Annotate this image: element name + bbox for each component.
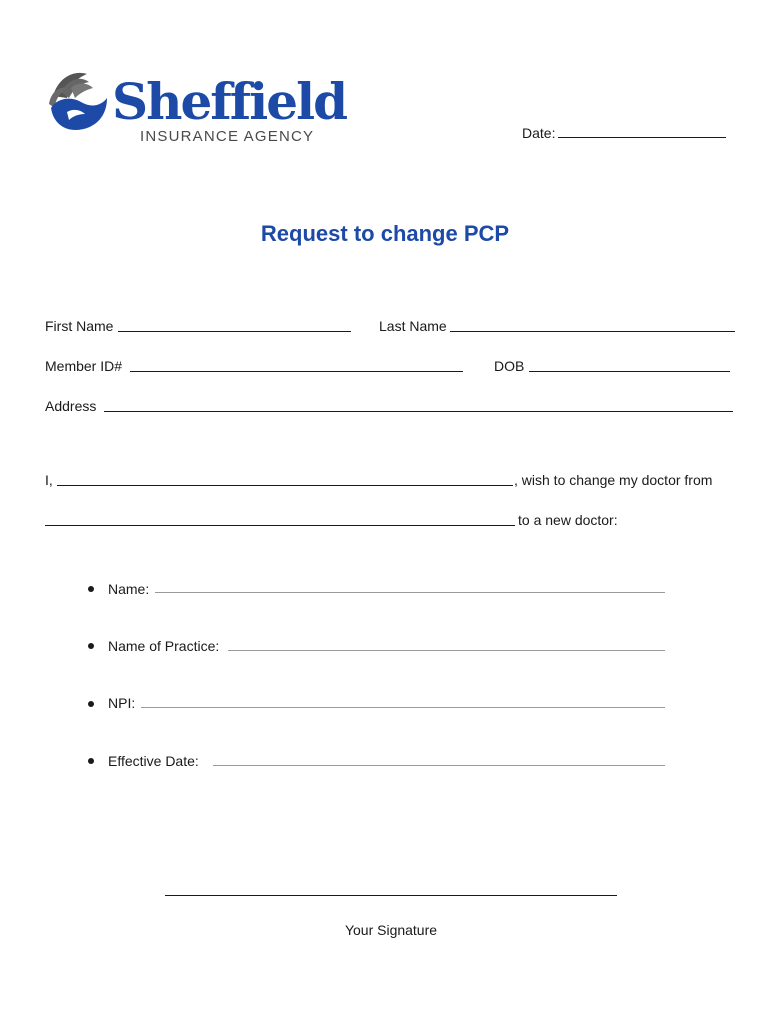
new-doctor-name-field[interactable]: [155, 592, 665, 593]
first-name-field[interactable]: [118, 331, 351, 332]
last-name-field[interactable]: [450, 331, 735, 332]
signature-field[interactable]: [165, 895, 617, 896]
bullet-icon: [88, 586, 94, 592]
statement-prefix: I,: [45, 472, 53, 488]
npi-label: NPI:: [108, 695, 136, 711]
logo-wordmark: Sheffield: [112, 72, 347, 131]
bullet-icon: [88, 701, 94, 707]
bullet-icon: [88, 758, 94, 764]
page-title: Request to change PCP: [260, 221, 510, 246]
practice-name-label: Name of Practice:: [108, 638, 220, 654]
signature-label: Your Signature: [344, 922, 438, 938]
date-field[interactable]: [558, 137, 726, 138]
first-name-label: First Name: [45, 318, 114, 334]
practice-name-field[interactable]: [228, 650, 665, 651]
statement-to-text: to a new doctor:: [518, 512, 618, 528]
address-label: Address: [45, 398, 97, 414]
bullet-icon: [88, 643, 94, 649]
npi-field[interactable]: [141, 707, 665, 708]
effective-date-label: Effective Date:: [108, 753, 199, 769]
dob-label: DOB: [494, 358, 525, 374]
member-id-label: Member ID#: [45, 358, 123, 374]
logo-tagline: INSURANCE AGENCY: [140, 128, 315, 145]
effective-date-field[interactable]: [213, 765, 665, 766]
statement-wish-text: , wish to change my doctor from: [514, 472, 713, 488]
new-doctor-name-label: Name:: [108, 581, 150, 597]
address-field[interactable]: [104, 411, 733, 412]
member-name-field[interactable]: [57, 485, 513, 486]
current-doctor-field[interactable]: [45, 525, 515, 526]
last-name-label: Last Name: [379, 318, 447, 334]
date-label: Date:: [522, 125, 556, 141]
dob-field[interactable]: [529, 371, 730, 372]
member-id-field[interactable]: [130, 371, 463, 372]
